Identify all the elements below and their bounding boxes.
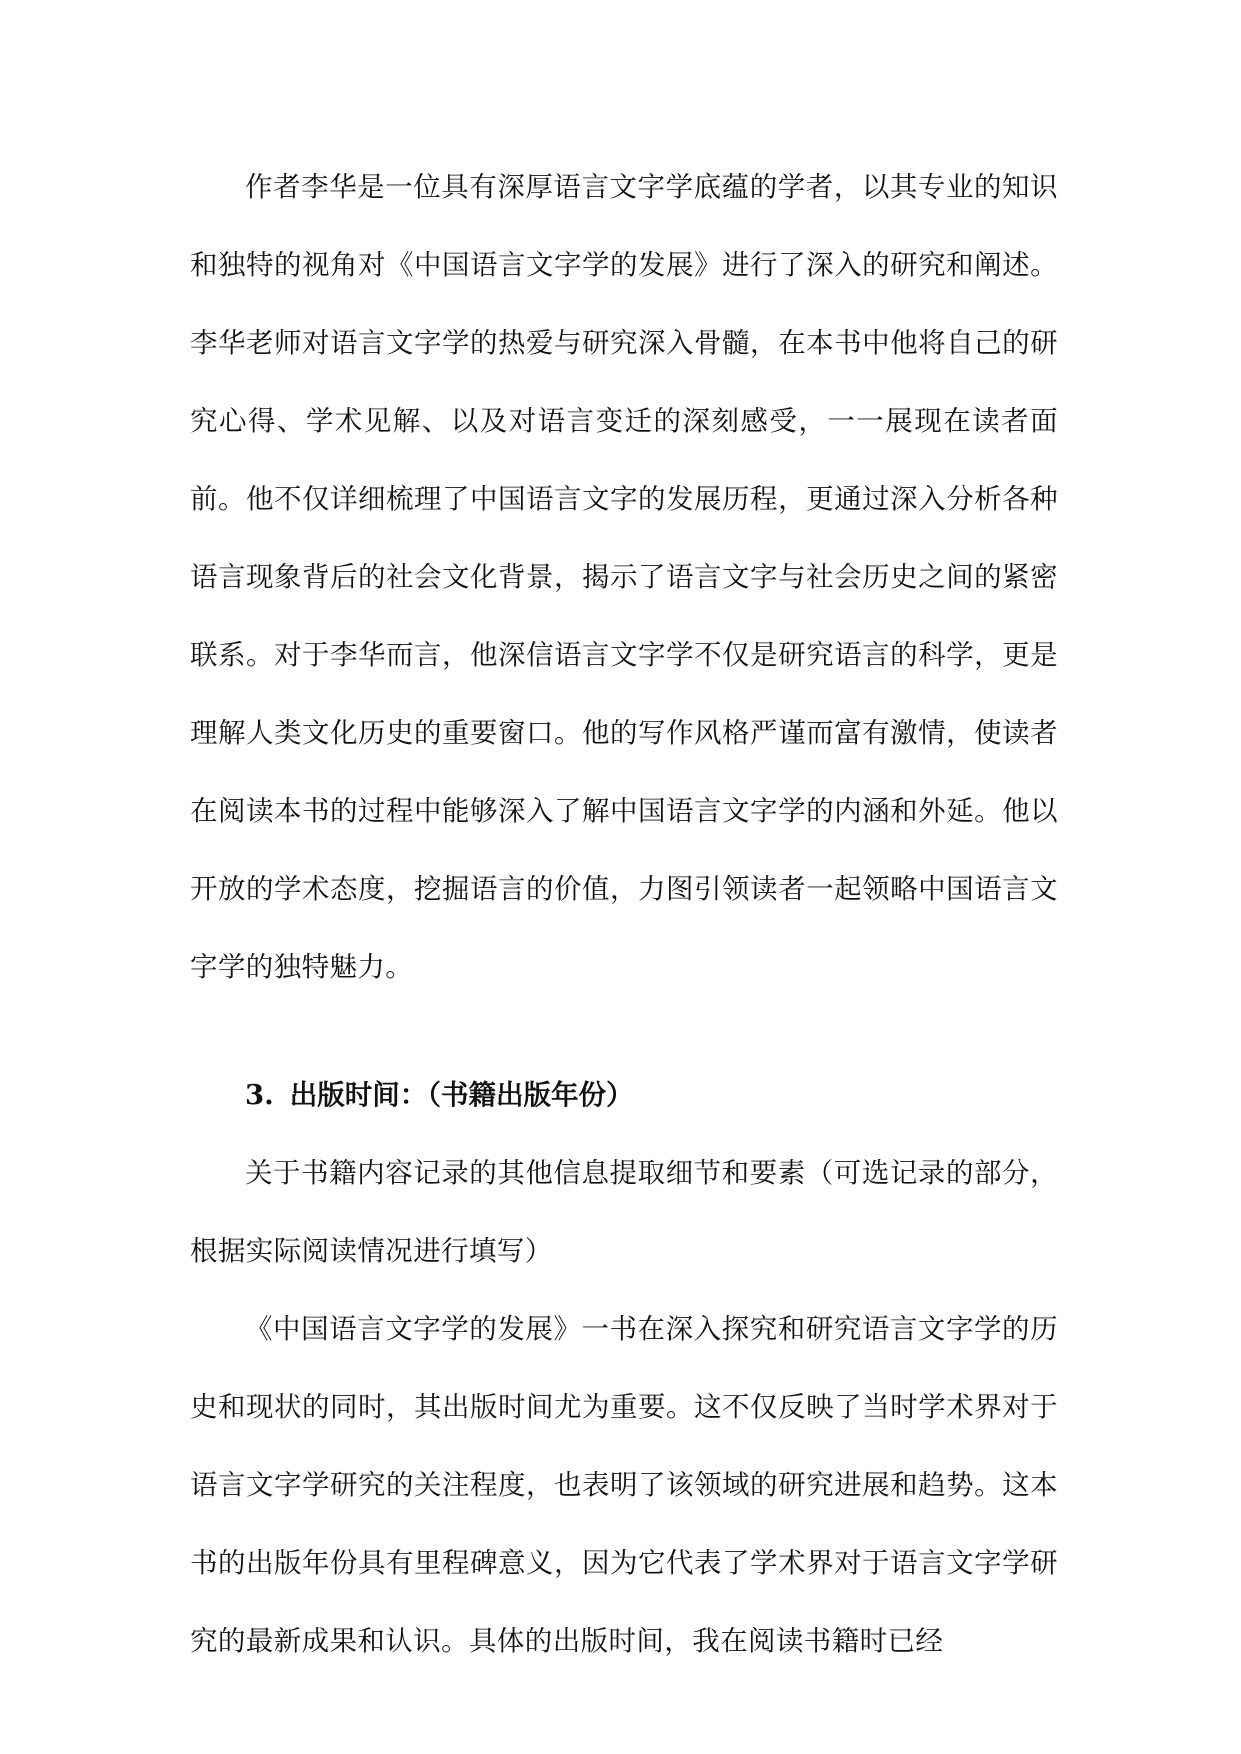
paragraph-optional-note: 关于书籍内容记录的其他信息提取细节和要素（可选记录的部分，根据实际阅读情况进行填写） bbox=[190, 1157, 1058, 1267]
page-content bbox=[190, 148, 1058, 1680]
section-title: 出版时间：（书籍出版年份） bbox=[289, 1079, 634, 1111]
paragraph-author-intro: 作者李华是一位具有深厚语言文字学底蕴的学者，以其专业的知识和独特的视角对《中国语言文字学的发展》进行了深入的研究和阐述。李华老师对语言文字学的热爱与研究深入骨髓，在本书中他将自己的研究心得、学术见解、以及对语言变迁的深刻感受，一一展现在读者面前。他不仅详细梳理了中国语言文字的发展历程，更通过深入分析各种语言现象背后的社会文化背景，揭示了语言文字与社会历史之间的紧密联系。对于李华而言，他深信语言文字学不仅是研究语言的科学，更是理解人类文化历史的重要窗口。他的写作风格严谨而富有激情，使读者在阅读本书的过程中能够深入了解中国语言文字学的内涵和外延。他以开放的学术态度，挖掘语言的价值，力图引领读者一起领略中国语言文字学的独特魅力。 bbox=[190, 171, 1058, 983]
paragraph-publication-significance: 《中国语言文字学的发展》一书在深入探究和研究语言文字学的历史和现状的同时，其出版时间尤为重要。这不仅反映了当时学术界对于语言文字学研究的关注程度，也表明了该领域的研究进展和趋势。这本书的出版年份具有里程碑意义，因为它代表了学术界对于语言文字学研究的最新成果和认识。具体的出版时间，我在阅读书籍时已经 bbox=[190, 1313, 1058, 1657]
section-heading-publication-time bbox=[190, 1056, 1058, 1134]
section-number: 3. bbox=[245, 1079, 274, 1111]
